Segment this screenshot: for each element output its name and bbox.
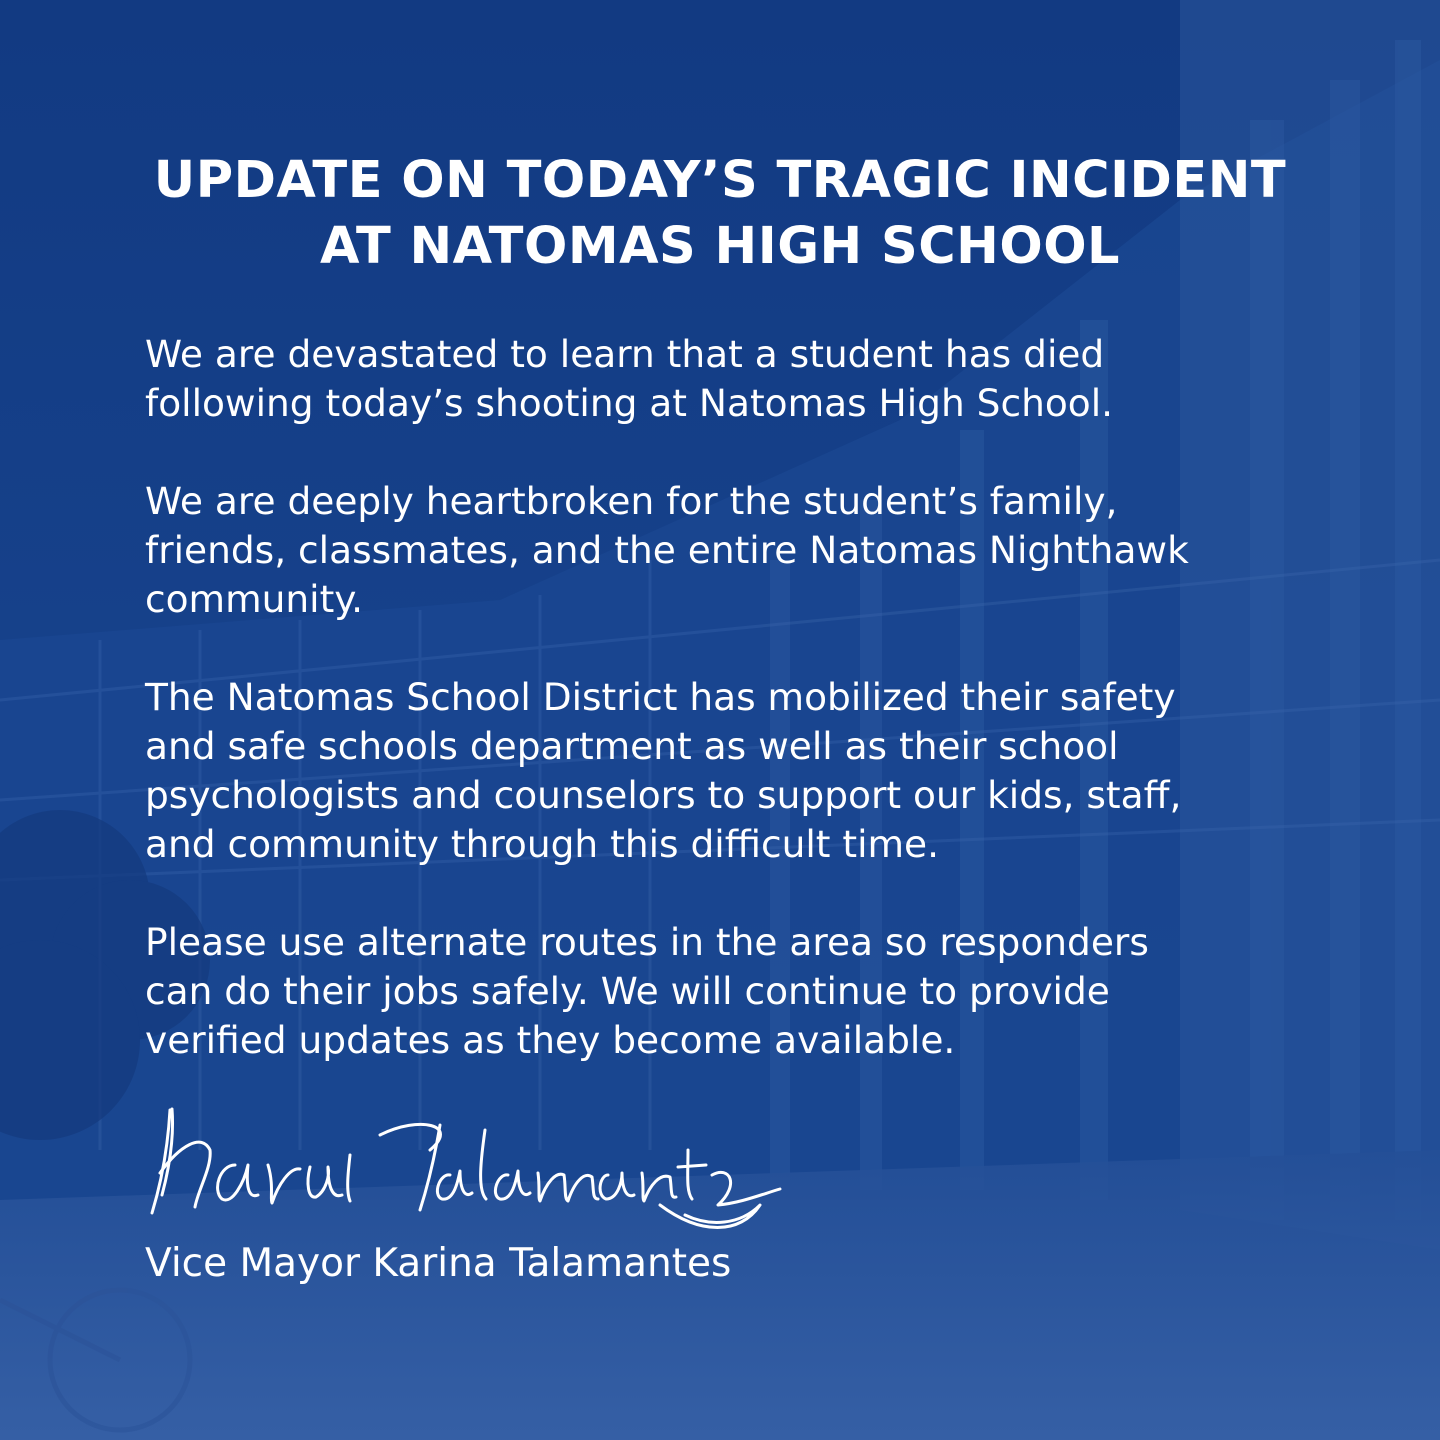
paragraph-line: We are deeply heartbroken for the student’s family, bbox=[145, 479, 1118, 523]
paragraph-line: psychologists and counselors to support our kids, staff, bbox=[145, 773, 1182, 817]
statement-body bbox=[145, 330, 1315, 1114]
paragraph-line: friends, classmates, and the entire Natomas Nighthawk bbox=[145, 528, 1189, 572]
handwritten-signature bbox=[140, 1095, 800, 1245]
title-line: UPDATE ON TODAY’S TRAGIC INCIDENT bbox=[153, 151, 1287, 210]
paragraph-line: can do their jobs safely. We will continue to provide bbox=[145, 969, 1110, 1013]
page-title bbox=[0, 148, 1440, 280]
paragraph-line: and safe schools department as well as their school bbox=[145, 724, 1119, 768]
paragraph-line: The Natomas School District has mobilized their safety bbox=[145, 675, 1176, 719]
paragraph bbox=[145, 477, 1315, 624]
paragraph bbox=[145, 918, 1315, 1065]
paragraph-line: We are devastated to learn that a student has died bbox=[145, 332, 1105, 376]
paragraph bbox=[145, 673, 1315, 869]
paragraph bbox=[145, 330, 1315, 428]
title-line: AT NATOMAS HIGH SCHOOL bbox=[319, 217, 1121, 276]
paragraph-line: following today’s shooting at Natomas High School. bbox=[145, 381, 1114, 425]
paragraph-line: community. bbox=[145, 577, 364, 621]
paragraph-line: Please use alternate routes in the area so responders bbox=[145, 920, 1149, 964]
paragraph-line: and community through this difficult time. bbox=[145, 822, 940, 866]
paragraph-line: verified updates as they become available. bbox=[145, 1018, 956, 1062]
signer-name: Vice Mayor Karina Talamantes bbox=[145, 1241, 732, 1286]
